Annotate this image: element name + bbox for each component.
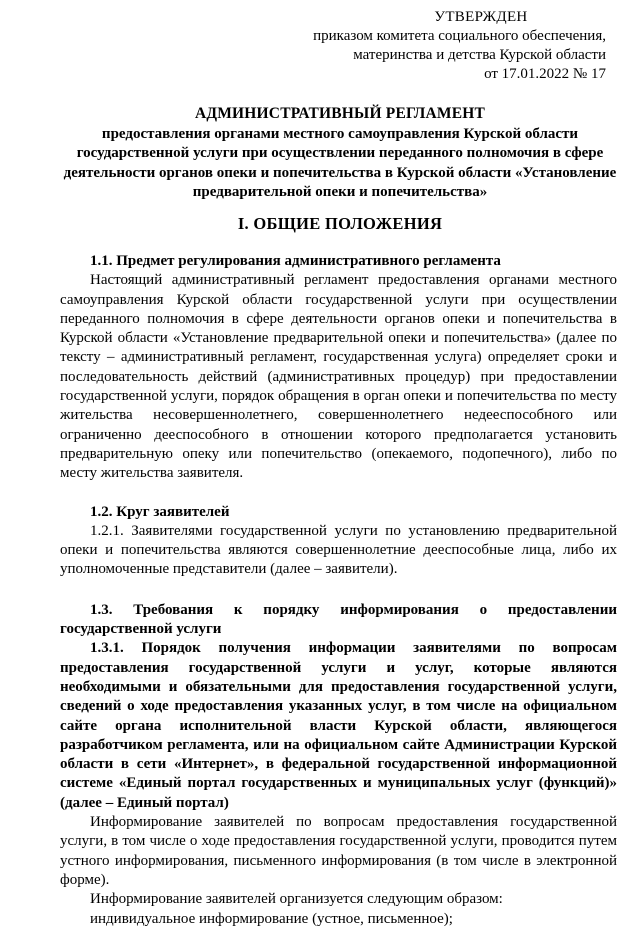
approval-stamp [276, 8, 606, 84]
approval-heading: УТВЕРЖДЕН [434, 9, 528, 25]
paragraph: 1.2.1. Заявителями государственной услуги по установлению предварительной опеки и попечительства являются совершеннолетние дееспособные лица, либо их уполномоченные представители (далее – заявители). [60, 522, 617, 578]
document-body [60, 252, 617, 929]
approval-line: материнства и детства Курской области [353, 47, 606, 63]
subsection-heading: 1.3. Требования к порядку информирования о предоставлении государственной услуги [60, 601, 617, 638]
title-subtitle: предоставления органами местного самоуправления Курской области государственной услуги при осуществлении переданного полномочия в сфере деятельности органов опеки и попечительства в Курской области «Установление предварительной опеки и попечительства» [63, 125, 617, 200]
section-heading: I. ОБЩИЕ ПОЛОЖЕНИЯ [237, 214, 443, 233]
approval-date: от 17.01.2022 № 17 [484, 66, 606, 82]
approval-line: приказом комитета социального обеспечения, [313, 28, 606, 44]
paragraph: Информирование заявителей организуется следующим образом: [90, 891, 503, 908]
title-main: АДМИНИСТРАТИВНЫЙ РЕГЛАМЕНТ [194, 105, 486, 122]
paragraph: Информирование заявителей по вопросам предоставления государственной услуги, в том числе о ходе предоставления государственной услуги, проводится путем устного информирования, письменного информирования (в том числе в электронной форме). [60, 814, 617, 888]
subsection-heading: 1.2. Круг заявителей [90, 503, 230, 520]
subsection-heading: 1.1. Предмет регулирования административного регламента [90, 253, 501, 269]
paragraph: Настоящий административный регламент предоставления органами местного самоуправления Курской области государственной услуги при осуществлении переданного полномочия в сфере деятельности органов опеки и попечительства в Курской области «Установление предварительной опеки и попечительства» (далее по тексту – административный регламент, государственная услуга) определяет сроки и последовательность действий (административных процедур) при предоставлении государственной услуги, порядок обращения в орган опеки и попечительства по месту жительства несовершеннолетнего, совершеннолетнего недееспособного или ограниченно дееспособного в отношении которого предполагается установить предварительную опеку или попечительство (опекаемого, подопечного), либо по месту жительства заявителя. [60, 272, 617, 482]
item-heading: 1.3.1. Порядок получения информации заявителями по вопросам предоставления государственной услуги и услуг, которые являются необходимыми и обязательными для предоставления государственной услуги, сведений о ходе предоставления указанных услуг, в том числе на официальном сайте органа исполнительной власти Курской области, являющегося разработчиком регламента, или на официальном сайте Администрации Курской области в сети «Интернет», в федеральной государственной информационной системе «Единый портал государственных и муниципальных услуг (функций)» (далее – Единый портал) [60, 640, 617, 811]
paragraph: индивидуальное информирование (устное, письменное); [90, 910, 453, 927]
document-title [60, 104, 620, 203]
